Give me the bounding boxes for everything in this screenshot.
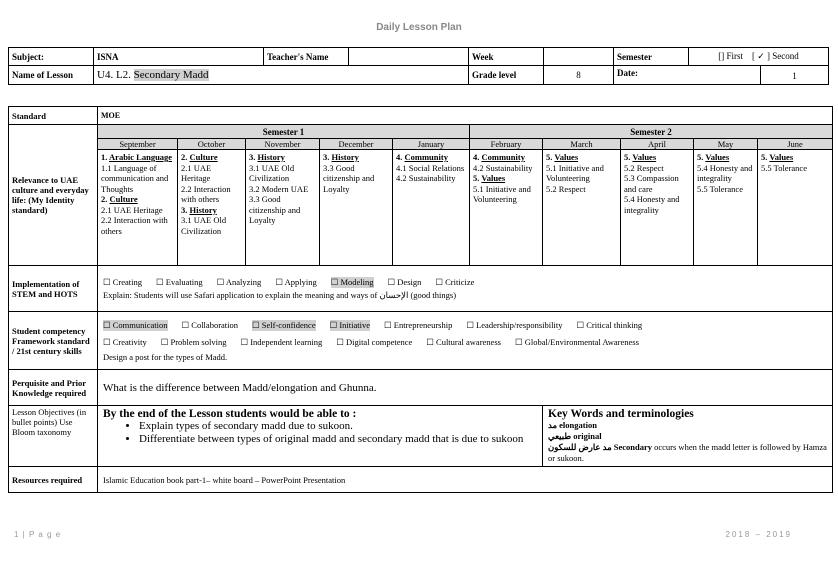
competency-option[interactable]: ☐ Communication bbox=[103, 319, 168, 330]
objectives-list bbox=[103, 420, 537, 446]
stem-option[interactable]: ☐ Modeling bbox=[330, 276, 374, 287]
month-cell bbox=[470, 150, 543, 266]
stem-label: Implementation of STEM and HOTS bbox=[9, 266, 98, 312]
checkbox-icon[interactable]: ☐ bbox=[387, 276, 398, 287]
date-label: Date: bbox=[617, 68, 638, 78]
lesson-title: Secondary Madd bbox=[133, 69, 209, 81]
stem-explain: Explain: Students will use Safari application to explain the meaning and ways of الإحسان (good things) bbox=[103, 289, 457, 300]
month-cell-line: 4.1 Social Relations bbox=[396, 162, 465, 173]
month-header: May bbox=[694, 139, 758, 150]
footer-page: 1 | P a g e bbox=[14, 530, 62, 539]
month-cell-line: 4. Community bbox=[396, 152, 448, 162]
checkbox-icon[interactable]: ☐ bbox=[275, 276, 285, 287]
month-cell-line: 5.5 Tolerance bbox=[761, 162, 807, 173]
competency-option[interactable]: ☐ Independent learning bbox=[240, 336, 323, 347]
footer-years: 2018 – 2019 bbox=[725, 530, 792, 539]
month-header: October bbox=[178, 139, 246, 150]
month-cell-line: 5.2 Respect bbox=[546, 183, 586, 194]
competency-option[interactable]: ☐ Cultural awareness bbox=[426, 336, 501, 347]
month-cell-line: 4.2 Sustainability bbox=[473, 162, 533, 173]
semester-choice[interactable] bbox=[689, 48, 829, 66]
month-cell bbox=[543, 150, 621, 266]
teacher-value[interactable] bbox=[349, 48, 469, 66]
month-cell-heading: History bbox=[257, 152, 285, 162]
checkbox-icon[interactable]: ☐ bbox=[336, 336, 346, 347]
teacher-label: Teacher's Name bbox=[264, 48, 349, 66]
month-cell bbox=[98, 150, 178, 266]
semester-first-option[interactable]: [] First bbox=[718, 51, 743, 61]
month-header: March bbox=[543, 139, 621, 150]
month-cell-heading: History bbox=[189, 204, 217, 215]
competency-option[interactable]: ☐ Critical thinking bbox=[576, 319, 643, 330]
keywords-heading: Key Words and terminologies bbox=[548, 408, 694, 420]
checkbox-icon[interactable]: ☐ bbox=[156, 276, 166, 287]
month-cell-line: 5.1 Initiative and Volunteering bbox=[473, 183, 531, 204]
competency-task: Design a post for the types of Madd. bbox=[103, 351, 228, 362]
month-header: December bbox=[320, 139, 393, 150]
stem-option[interactable]: ☐ Evaluating bbox=[156, 276, 203, 287]
stem-cell bbox=[98, 266, 833, 312]
semester-2-header: Semester 2 bbox=[470, 125, 833, 139]
checkbox-icon[interactable]: ☐ bbox=[466, 319, 477, 330]
month-cell bbox=[320, 150, 393, 266]
month-cell-line: 3.1 UAE Old Civilization bbox=[181, 215, 227, 236]
competency-row-2 bbox=[103, 337, 827, 348]
resources-value: Islamic Education book part-1– white board – PowerPoint Presentation bbox=[98, 467, 833, 493]
lesson-label: Name of Lesson bbox=[9, 66, 94, 85]
subject-label: Subject: bbox=[9, 48, 94, 66]
month-cell-heading: Culture bbox=[189, 152, 218, 162]
month-header: January bbox=[393, 139, 470, 150]
week-value[interactable] bbox=[544, 48, 614, 66]
objectives-heading: By the end of the Lesson students would be able to : bbox=[103, 408, 357, 420]
month-cell-heading: Values bbox=[554, 152, 579, 162]
month-cell-line: 3.1 UAE Old Civilization bbox=[249, 162, 295, 183]
grade-label: Grade level bbox=[469, 66, 544, 85]
semester-second-option[interactable]: [ ✓ ] Second bbox=[751, 51, 799, 61]
checkbox-icon[interactable]: ☐ bbox=[435, 276, 446, 287]
checkbox-icon[interactable]: ☐ bbox=[103, 336, 113, 347]
grade-value: 8 bbox=[544, 66, 614, 85]
month-cell-line: 5.4 Honesty and integrality bbox=[624, 194, 680, 215]
keywords-cell bbox=[543, 406, 833, 467]
lesson-prefix: U4. L2. bbox=[97, 69, 131, 81]
month-cell-line: 2.1 UAE Heritage bbox=[101, 204, 163, 215]
checkbox-icon[interactable]: ☐ bbox=[576, 319, 587, 330]
week-label: Week bbox=[469, 48, 544, 66]
checkbox-icon[interactable]: ☐ bbox=[426, 336, 437, 347]
objective-item: • Explain types of secondary madd due to sukoon. bbox=[139, 420, 537, 433]
subject-value: ISNA bbox=[94, 48, 264, 66]
header-table bbox=[8, 47, 829, 85]
competency-option[interactable]: ☐ Digital competence bbox=[336, 336, 413, 347]
stem-option[interactable]: ☐ Design bbox=[387, 276, 422, 287]
month-cell-line: 5.3 Compassion and care bbox=[624, 173, 679, 194]
month-cell-heading: Culture bbox=[109, 194, 138, 204]
competency-cell bbox=[98, 312, 833, 370]
competency-label: Student competency Framework standard / 21st century skills bbox=[9, 312, 98, 370]
page-number: 1 bbox=[792, 71, 797, 81]
month-cell-line: 4. Community bbox=[473, 152, 525, 162]
checkbox-icon[interactable]: ☐ bbox=[103, 319, 113, 330]
month-cell-heading: History bbox=[331, 152, 359, 162]
month-cell-line: 5. Values bbox=[697, 152, 730, 162]
checkbox-icon[interactable]: ☐ bbox=[514, 336, 525, 347]
competency-option[interactable]: ☐ Problem solving bbox=[160, 336, 227, 347]
month-cell-line: 5.2 Respect bbox=[624, 162, 664, 173]
competency-option[interactable]: ☐ Entrepreneurship bbox=[384, 319, 453, 330]
checkbox-icon[interactable]: ☐ bbox=[329, 319, 340, 330]
month-cell bbox=[694, 150, 758, 266]
month-cell-heading: Community bbox=[404, 152, 448, 162]
stem-option[interactable]: ☐ Criticize bbox=[435, 276, 475, 287]
month-cell-line: 3.3 Good citizenship and Loyalty bbox=[323, 162, 375, 194]
month-cell-line: 4.2 Sustainability bbox=[396, 173, 456, 183]
month-cell-line: 1.1 Language of communication and Thoughts bbox=[101, 162, 169, 194]
semester-label: Semester bbox=[614, 48, 689, 66]
keyword-secondary-def: occurs when the madd letter is followed by Hamza or sukoon. bbox=[548, 442, 827, 463]
checkbox-icon[interactable]: ☐ bbox=[103, 276, 113, 287]
competency-option[interactable]: ☐ Self-confidence bbox=[252, 319, 316, 330]
month-cell-heading: Values bbox=[705, 152, 730, 162]
month-cell bbox=[758, 150, 833, 266]
month-cell bbox=[178, 150, 246, 266]
checkbox-icon[interactable]: ☐ bbox=[160, 336, 171, 347]
date-cell[interactable] bbox=[614, 66, 829, 85]
month-cell-line: 2. Culture bbox=[181, 152, 218, 162]
keyword-secondary bbox=[548, 442, 827, 464]
month-cell-line: 2.1 UAE Heritage bbox=[181, 162, 212, 183]
month-cell-heading: Arabic Language bbox=[109, 152, 173, 162]
objectives-cell bbox=[98, 406, 543, 467]
competency-option[interactable]: ☐ Leadership/responsibility bbox=[466, 319, 563, 330]
month-header: April bbox=[621, 139, 694, 150]
month-header: November bbox=[246, 139, 320, 150]
semester-1-header: Semester 1 bbox=[98, 125, 470, 139]
keyword-elongation: مد elongation bbox=[548, 420, 597, 430]
stem-option[interactable]: ☐ Creating bbox=[103, 276, 143, 287]
month-cell-line: 5.4 Honesty and integrality bbox=[697, 162, 753, 183]
relevance-label: Relevance to UAE culture and everyday life: (My Identity standard) bbox=[9, 125, 98, 266]
month-cell-line: 5. Values bbox=[761, 152, 794, 162]
checkbox-icon[interactable]: ☐ bbox=[330, 276, 341, 287]
month-cell-line: 2. Culture bbox=[101, 194, 138, 204]
standard-value: MOE bbox=[98, 107, 833, 125]
competency-option[interactable]: ☐ Collaboration bbox=[181, 319, 239, 330]
month-header: February bbox=[470, 139, 543, 150]
competency-option[interactable]: ☐ Creativity bbox=[103, 336, 147, 347]
month-header: September bbox=[98, 139, 178, 150]
month-cell-line: 5.1 Initiative and Volunteering bbox=[546, 162, 604, 183]
standard-label: Standard bbox=[9, 107, 98, 125]
month-cell-line: 1. Arabic Language bbox=[101, 152, 173, 162]
stem-options bbox=[103, 277, 827, 288]
resources-label: Resources required bbox=[9, 467, 98, 493]
month-cell-heading: Community bbox=[481, 152, 525, 162]
checkbox-icon[interactable]: ☐ bbox=[240, 336, 251, 347]
month-cell bbox=[621, 150, 694, 266]
prior-knowledge-value: What is the difference between Madd/elongation and Ghunna. bbox=[98, 370, 833, 406]
month-cell-line: 2.2 Interaction with others bbox=[181, 183, 231, 204]
page-title: Daily Lesson Plan bbox=[376, 22, 462, 33]
month-cell-heading: Values bbox=[481, 173, 506, 183]
month-cell-line: 5. Values bbox=[473, 173, 506, 183]
checkbox-icon[interactable]: ☐ bbox=[384, 319, 394, 330]
month-cell-line: 2.2 Interaction with others bbox=[101, 215, 168, 236]
month-cell-line: 3.2 Modern UAE bbox=[249, 183, 309, 194]
lesson-name bbox=[94, 66, 469, 85]
month-cell-line: 5. Values bbox=[624, 152, 657, 162]
competency-row-1 bbox=[103, 320, 827, 331]
month-cell bbox=[246, 150, 320, 266]
prior-knowledge-label: Perquisite and Prior Knowledge required bbox=[9, 370, 98, 406]
objectives-label: Lesson Objectives (in bullet points) Use Bloom taxonomy bbox=[9, 406, 98, 467]
month-cell-heading: Values bbox=[632, 152, 657, 162]
month-cell bbox=[393, 150, 470, 266]
lesson-plan-table bbox=[8, 106, 833, 493]
month-cell-line: 5.5 Tolerance bbox=[697, 183, 743, 194]
month-cell-line: 5. Values bbox=[546, 152, 579, 162]
month-cell-line: 3. History bbox=[323, 152, 359, 162]
month-cell-heading: Values bbox=[769, 152, 794, 162]
month-cell-line: 3. History bbox=[249, 152, 285, 162]
month-header: June bbox=[758, 139, 833, 150]
checkbox-icon[interactable]: ☐ bbox=[216, 276, 226, 287]
checkbox-icon[interactable]: ☐ bbox=[252, 319, 262, 330]
month-cell-line: 3. History bbox=[181, 204, 217, 215]
competency-option[interactable]: ☐ Initiative bbox=[329, 319, 371, 330]
keyword-original: طبيعي original bbox=[548, 431, 602, 441]
checkbox-icon[interactable]: ☐ bbox=[181, 319, 192, 330]
stem-option[interactable]: ☐ Analyzing bbox=[216, 276, 262, 287]
competency-option[interactable]: ☐ Global/Environmental Awareness bbox=[514, 336, 639, 347]
stem-option[interactable]: ☐ Applying bbox=[275, 276, 317, 287]
month-cell-line: 3.3 Good citizenship and Loyalty bbox=[249, 194, 301, 225]
objective-item: • Differentiate between types of original madd and secondary madd that is due to sukoon bbox=[139, 433, 537, 446]
keyword-secondary-term: مد عارض للسكون Secondary bbox=[548, 442, 652, 452]
